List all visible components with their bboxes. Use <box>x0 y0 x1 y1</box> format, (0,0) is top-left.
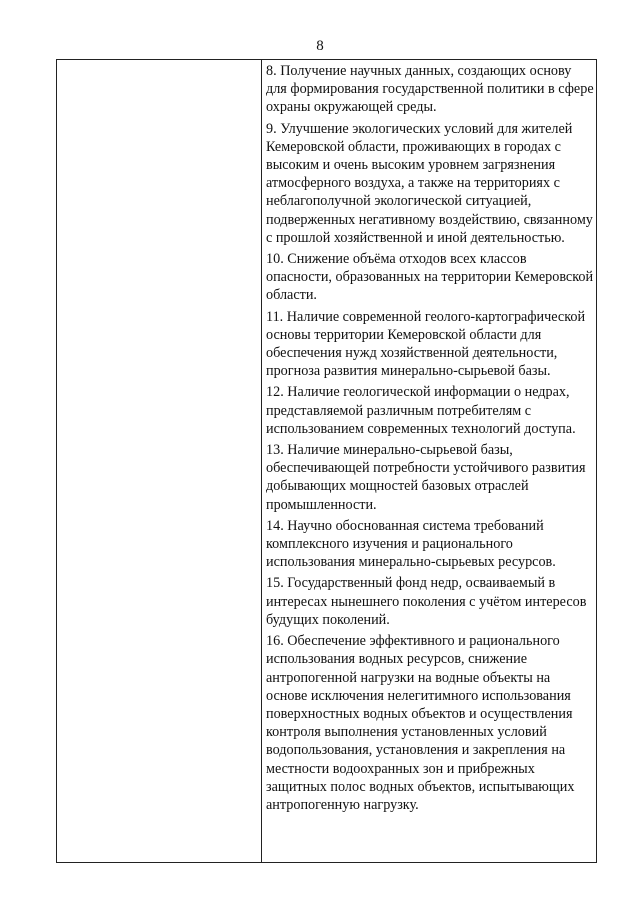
list-item: 10. Снижение объёма отходов всех классов опасности, образованных на территории Кемеровской области. <box>266 251 594 304</box>
page-number: 8 <box>316 38 324 54</box>
list-item: 8. Получение научных данных, создающих основу для формирования государственной политики в сфере охраны окружающей среды. <box>266 63 594 116</box>
list-item: 14. Научно обоснованная система требований комплексного изучения и рационального использования минерально-сырьевых ресурсов. <box>266 517 556 571</box>
table-cell-right-results <box>262 60 597 863</box>
list-item: 13. Наличие минерально-сырьевой базы, обеспечивающей потребности устойчивого развития добывающих мощностей базовых отраслей промышленности. <box>266 442 586 513</box>
table-row <box>57 60 597 863</box>
list-item: 15. Государственный фонд недр, осваиваемый в интересах нынешнего поколения с учётом интересов будущих поколений. <box>266 575 587 628</box>
results-list <box>262 60 596 814</box>
list-item: 12. Наличие геологической информации о недрах, представляемой различным потребителям с использованием современных технологий доступа. <box>266 384 576 437</box>
list-item: 11. Наличие современной геолого-картографической основы территории Кемеровской области для обеспечения нужд хозяйственной деятельности, прогноза развития минерально-сырьевой базы. <box>266 308 586 380</box>
document-table <box>56 59 597 863</box>
table-cell-left-empty <box>57 60 262 863</box>
list-item: 9. Улучшение экологических условий для жителей Кемеровской области, проживающих в городах с высоким и очень высоким уровнем загрязнения атмосферного воздуха, а также на территориях с неблагополучной экологической ситуацией, подверженных негативному воздействию, связанному с прошлой хозяйственной и иной деятельностью. <box>266 120 593 246</box>
list-item: 16. Обеспечение эффективного и рационального использования водных ресурсов, снижение антропогенной нагрузки на водные объекты на основе исключения нелегитимного использования поверхностных водных объектов и осуществления контроля выполнения установленных условий водопользования, установления и закрепления на местности водоохранных зон и прибрежных защитных полос водных объектов, испытывающих антропогенную нагрузку. <box>266 633 575 813</box>
